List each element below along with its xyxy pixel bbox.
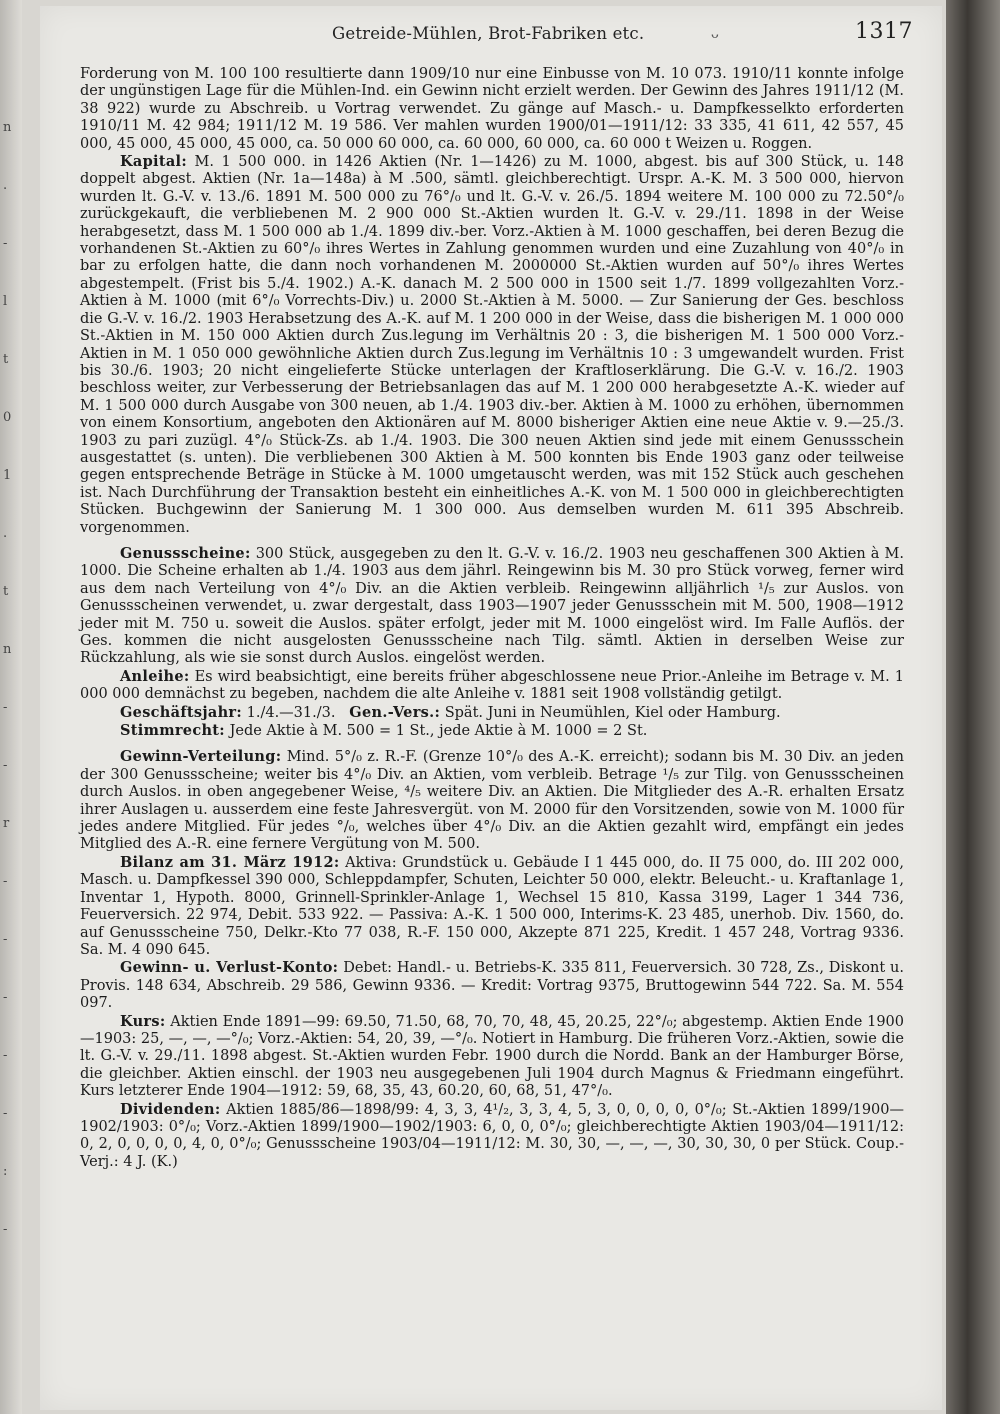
gutter-mark: :: [3, 1164, 8, 1179]
gutter-mark: t: [3, 352, 9, 367]
gutter-mark: l: [3, 294, 8, 309]
gutter-mark: .: [3, 178, 8, 193]
section-label: Gewinn- u. Verlust-Konto:: [120, 959, 339, 977]
gutter-mark: -: [3, 236, 8, 251]
running-header: Getreide-Mühlen, Brot-Fabriken etc.: [332, 24, 645, 43]
section-label: Gewinn-Verteilung:: [120, 748, 282, 766]
section-label: Dividenden:: [120, 1100, 221, 1118]
paragraph-kurs: Kurs: Aktien Ende 1891—99: 69.50, 71.50, 68, 70, 70, 48, 45, 20.25, 22°/₀; abgestemp. Aktien Ende 1900—1903: 25, —, —, —°/₀; Vorz.-Aktien: 54, 20, 39, —°/₀. Notiert in Hamburg. Die früheren Vorz.-Aktien, sowie die lt. G.-V. v. 29./11. 1898 abgest. St.-Aktien wurden Febr. 1900 durch die Nordd. Bank an der Hamburger Börse, die gleichber. Aktien einschl. der 1903 neu ausgegebenen Juli 1904 durch Magnus & Friedmann eingeführt. Kurs letzterer Ende 1904—1912: 59, 68, 35, 43, 60.20, 60, 68, 51, 47°/₀.: [80, 1012, 905, 1100]
gutter-mark: -: [3, 758, 8, 773]
section-label: Genussscheine:: [120, 544, 251, 562]
gutter-mark: n: [3, 120, 12, 135]
gutter-mark: -: [3, 1048, 8, 1063]
gutter-mark: r: [3, 816, 10, 831]
gutter-mark: -: [3, 932, 8, 947]
section-label: Kapital:: [120, 153, 187, 171]
gutter-mark: 1: [3, 468, 12, 483]
gutter-mark: .: [3, 526, 8, 541]
paragraph-anleihe: Anleihe: Es wird beabsichtigt, eine bereits früher abgeschlossene neue Prior.-Anleihe im Betrage v. M. 1 000 000 demnächst zu begeben, nachdem die alte Anleihe v. 1881 seit 1908 vollständig getilgt.: [80, 667, 905, 703]
section-label: Gen.-Vers.:: [349, 703, 441, 721]
section-label: Bilanz am 31. März 1912:: [120, 853, 340, 871]
paragraph-intro: Forderung von M. 100 100 resultierte dann 1909/10 nur eine Einbusse von M. 10 073. 1910/11 konnte infolge der ungünstigen Lage für die Mühlen-Ind. ein Gewinn nicht erzielt werden. Der Gewinn des Jahres 1911/12 (M. 38 922) wurde zu Abschreib. u Vortrag verwendet. Zu gänge auf Masch.- u. Dampfkesselkto erforderten 1910/11 M. 42 984; 1911/12 M. 19 586. Ver mahlen wurden 1900/01—1911/12: 33 335, 41 611, 42 557, 45 000, 45 000, 45 000, 45 000, ca. 50 000 60 000, ca. 60 000, 60 000, ca. 60 000 t Weizen u. Roggen.: [80, 66, 904, 152]
gutter-mark: -: [3, 700, 8, 715]
section-label: Geschäftsjahr:: [120, 703, 243, 721]
paragraph-geschaeftsjahr: Geschäftsjahr: 1./4.—31./3. Gen.-Vers.: Spät. Juni in Neumühlen, Kiel oder Hamburg.: [120, 703, 781, 721]
gutter-mark: 0: [3, 410, 12, 425]
section-label: Stimmrecht:: [120, 722, 225, 740]
paragraph-genussscheine: Genussscheine: 300 Stück, ausgegeben zu den lt. G.-V. v. 16./2. 1903 neu geschaffenen 300 Aktien à M. 1000. Die Scheine erhalten ab 1./4. 1903 aus dem jährl. Reingewinn bis M. 30 pro Stück vorweg, ferner wird aus dem nach Verteilung von 4°/₀ Div. an die Aktien verbleib. Reingewinn alljährlich ¹/₅ zur Auslos. von Genussscheinen verwendet, u. zwar dergestalt, dass 1903—1907 jeder Genussschein mit M. 500, 1908—1912 jeder mit M. 750 u. soweit die Auslos. später erfolgt, jeder mit M. 1000 eingelöst wird. Im Falle Auflös. der Ges. kommen die nicht ausgelosten Genussscheine nach Tilg. sämtl. Aktien in derselben Weise zur Rückzahlung, als wie sie sonst durch Auslos. eingelöst werden.: [80, 544, 904, 667]
section-label: Anleihe:: [120, 667, 190, 685]
gutter-mark: -: [3, 1222, 8, 1237]
gutter-mark: t: [3, 584, 9, 599]
paragraph-kapital: Kapital: M. 1 500 000. in 1426 Aktien (Nr. 1—1426) zu M. 1000, abgest. bis auf 300 Stück, u. 148 doppelt abgest. Aktien (Nr. 1a—148a) à M .500, sämtl. gleichberechtigt. Urspr. A.-K. M. 3 500 000, hiervon wurden lt. G.-V. v. 13./6. 1891 M. 500 000 zu 76°/₀ und lt. G.-V. v. 26./5. 1894 weitere M. 100 000 zu 72.50°/₀ zurückgekauft, die verbliebenen M. 2 900 000 St.-Aktien wurden lt. G.-V. v. 29./11. 1898 in der Weise herabgesetzt, dass M. 1 500 000 ab 1./4. 1899 div.-ber. Vorz.-Aktien à M. 1000 geschaffen, bei deren Bezug die vorhandenen St.-Aktien zu 60°/₀ ihres Wertes in Zahlung genommen wurden und eine Zuzahlung von 40°/₀ in bar zu erfolgen hatte, die dann noch vorhandenen M. 2000000 St.-Aktien wurden auf 50°/₀ ihres Wertes abgestempelt. (Frist bis 5./4. 1902.) A.-K. danach M. 2 500 000 in 1500 seit 1./7. 1899 vollgezahlten Vorz.-Aktien à M. 1000 (mit 6°/₀ Vorrechts-Div.) u. 2000 St.-Aktien à M. 5000. — Zur Sanierung der Ges. beschloss die G.-V. v. 16./2. 1903 Herabsetzung des A.-K. auf M. 1 200 000 in der Weise, dass die bisherigen M. 1 000 000 St.-Aktien in M. 150 000 Aktien durch Zus.legung im Verhältnis 20 : 3, die bisherigen M. 1 500 000 Vorz.-Aktien in M. 1 050 000 gewöhnliche Aktien durch Zus.legung im Verhältnis 10 : 3 umgewandelt wurden. Frist bis 30./6. 1903; 20 nicht eingelieferte Stücke unterlagen der Kraftloserklärung. Die G.-V. v. 16./2. 1903 beschloss weiter, zur Verbesserung der Betriebsanlagen das auf M. 1 200 000 herabgesetzte A.-K. wieder auf M. 1 500 000 durch Ausgabe von 300 neuen, ab 1./4. 1903 div.-ber. Aktien à M. 1000 zu erhöhen, übernommen von einem Konsortium, angeboten den Aktionären auf M. 8000 bisheriger Aktien eine neue Aktie v. 9.—25./3. 1903 zu pari zuzügl. 4°/₀ Stück-Zs. ab 1./4. 1903. Die 300 neuen Aktien sind jede mit einem Genussschein ausgestattet (s. unten). Die verbliebenen 300 Aktien à M. 500 konnten bis Ende 1903 ganz oder teilweise gegen entsprechende Beträge in Stücke à M. 1000 umgetauscht werden, was mit 152 Stück auch geschehen ist. Nach Durchführung der Transaktion besteht ein einheitliches A.-K. von M. 1 500 000 in gleichberechtigten Stücken. Buchgewinn der Sanierung M. 1 300 000. Aus demselben wurden M. 611 395 Abschreib. vorgenommen.: [80, 153, 904, 536]
gutter-mark: n: [3, 642, 12, 657]
paragraph-stimmrecht: Stimmrecht: Jede Aktie à M. 500 = 1 St., jede Aktie à M. 1000 = 2 St.: [120, 722, 648, 740]
header-mark: ᴗ: [711, 27, 719, 42]
gutter-mark: -: [3, 874, 8, 889]
paragraph-gewinnverteilung: Gewinn-Verteilung: Mind. 5°/₀ z. R.-F. (Grenze 10°/₀ des A.-K. erreicht); sodann bis M. 30 Div. an jeden der 300 Genussscheine; weiter bis 4°/₀ Div. an Aktien, vom verbleib. Betrage ¹/₅ zur Tilg. von Genussscheinen durch Auslos. in oben angegebener Weise, ⁴/₅ weitere Div. an Aktien. Die Mitglieder des A.-R. erhalten Ersatz ihrer Auslagen u. ausserdem eine feste Jahresvergüt. von M. 2000 für den Vorsitzenden, sowie von M. 1000 für jedes andere Mitglied. Für jedes °/₀, welches über 4°/₀ Div. an die Aktien gezahlt wird, empfängt ein jedes Mitglied des A.-R. eine fernere Vergütung von M. 500.: [80, 748, 905, 853]
gutter-mark: -: [3, 990, 8, 1005]
gutter-mark: -: [3, 1106, 8, 1121]
body-text: [80, 66, 904, 1171]
page-number: 1317: [855, 19, 913, 44]
section-label: Kurs:: [120, 1012, 166, 1030]
paragraph-bilanz: Bilanz am 31. März 1912: Aktiva: Grundstück u. Gebäude I 1 445 000, do. II 75 000, do. III 202 000, Masch. u. Dampfkessel 390 000, Schleppdampfer, Schuten, Leichter 50 000, elektr. Beleucht.- u. Kraftanlage 1, Inventar 1, Hypoth. 8000, Grinnell-Sprinkler-Anlage 1, Wechsel 15 810, Kassa 3199, Lager 1 344 736, Feuerversich. 22 974, Debit. 533 922. — Passiva: A.-K. 1 500 000, Interims-K. 23 485, unerhob. Div. 1560, do. auf Genussscheine 750, Delkr.-Kto 77 038, R.-F. 150 000, Akzepte 871 225, Kredit. 1 457 248, Vortrag 9336. Sa. M. 4 090 645.: [80, 853, 904, 958]
right-book-edge: [946, 0, 1000, 1414]
paragraph-guv: Gewinn- u. Verlust-Konto: Debet: Handl.- u. Betriebs-K. 335 811, Feuerversich. 30 728, Zs., Diskont u. Provis. 148 634, Abschreib. 29 586, Gewinn 9336. — Kredit: Vortrag 9375, Bruttogewinn 544 722. Sa. M. 554 097.: [80, 959, 904, 1012]
paragraph-dividenden: Dividenden: Aktien 1885/86—1898/99: 4, 3, 3, 4¹/₂, 3, 3, 4, 5, 3, 0, 0, 0, 0, 0°/₀; St.-Aktien 1899/1900—1902/1903: 0°/₀; Vorz.-Aktien 1899/1900—1902/1903: 6, 0, 0, 0°/₀; gleichberechtigte Aktien 1903/04—1911/12: 0, 2, 0, 0, 0, 0, 4, 0, 0°/₀; Genussscheine 1903/04—1911/12: M. 30, 30, —, —, —, 30, 30, 30, 0 per Stück. Coup.-Verj.: 4 J. (K.): [80, 1100, 904, 1170]
